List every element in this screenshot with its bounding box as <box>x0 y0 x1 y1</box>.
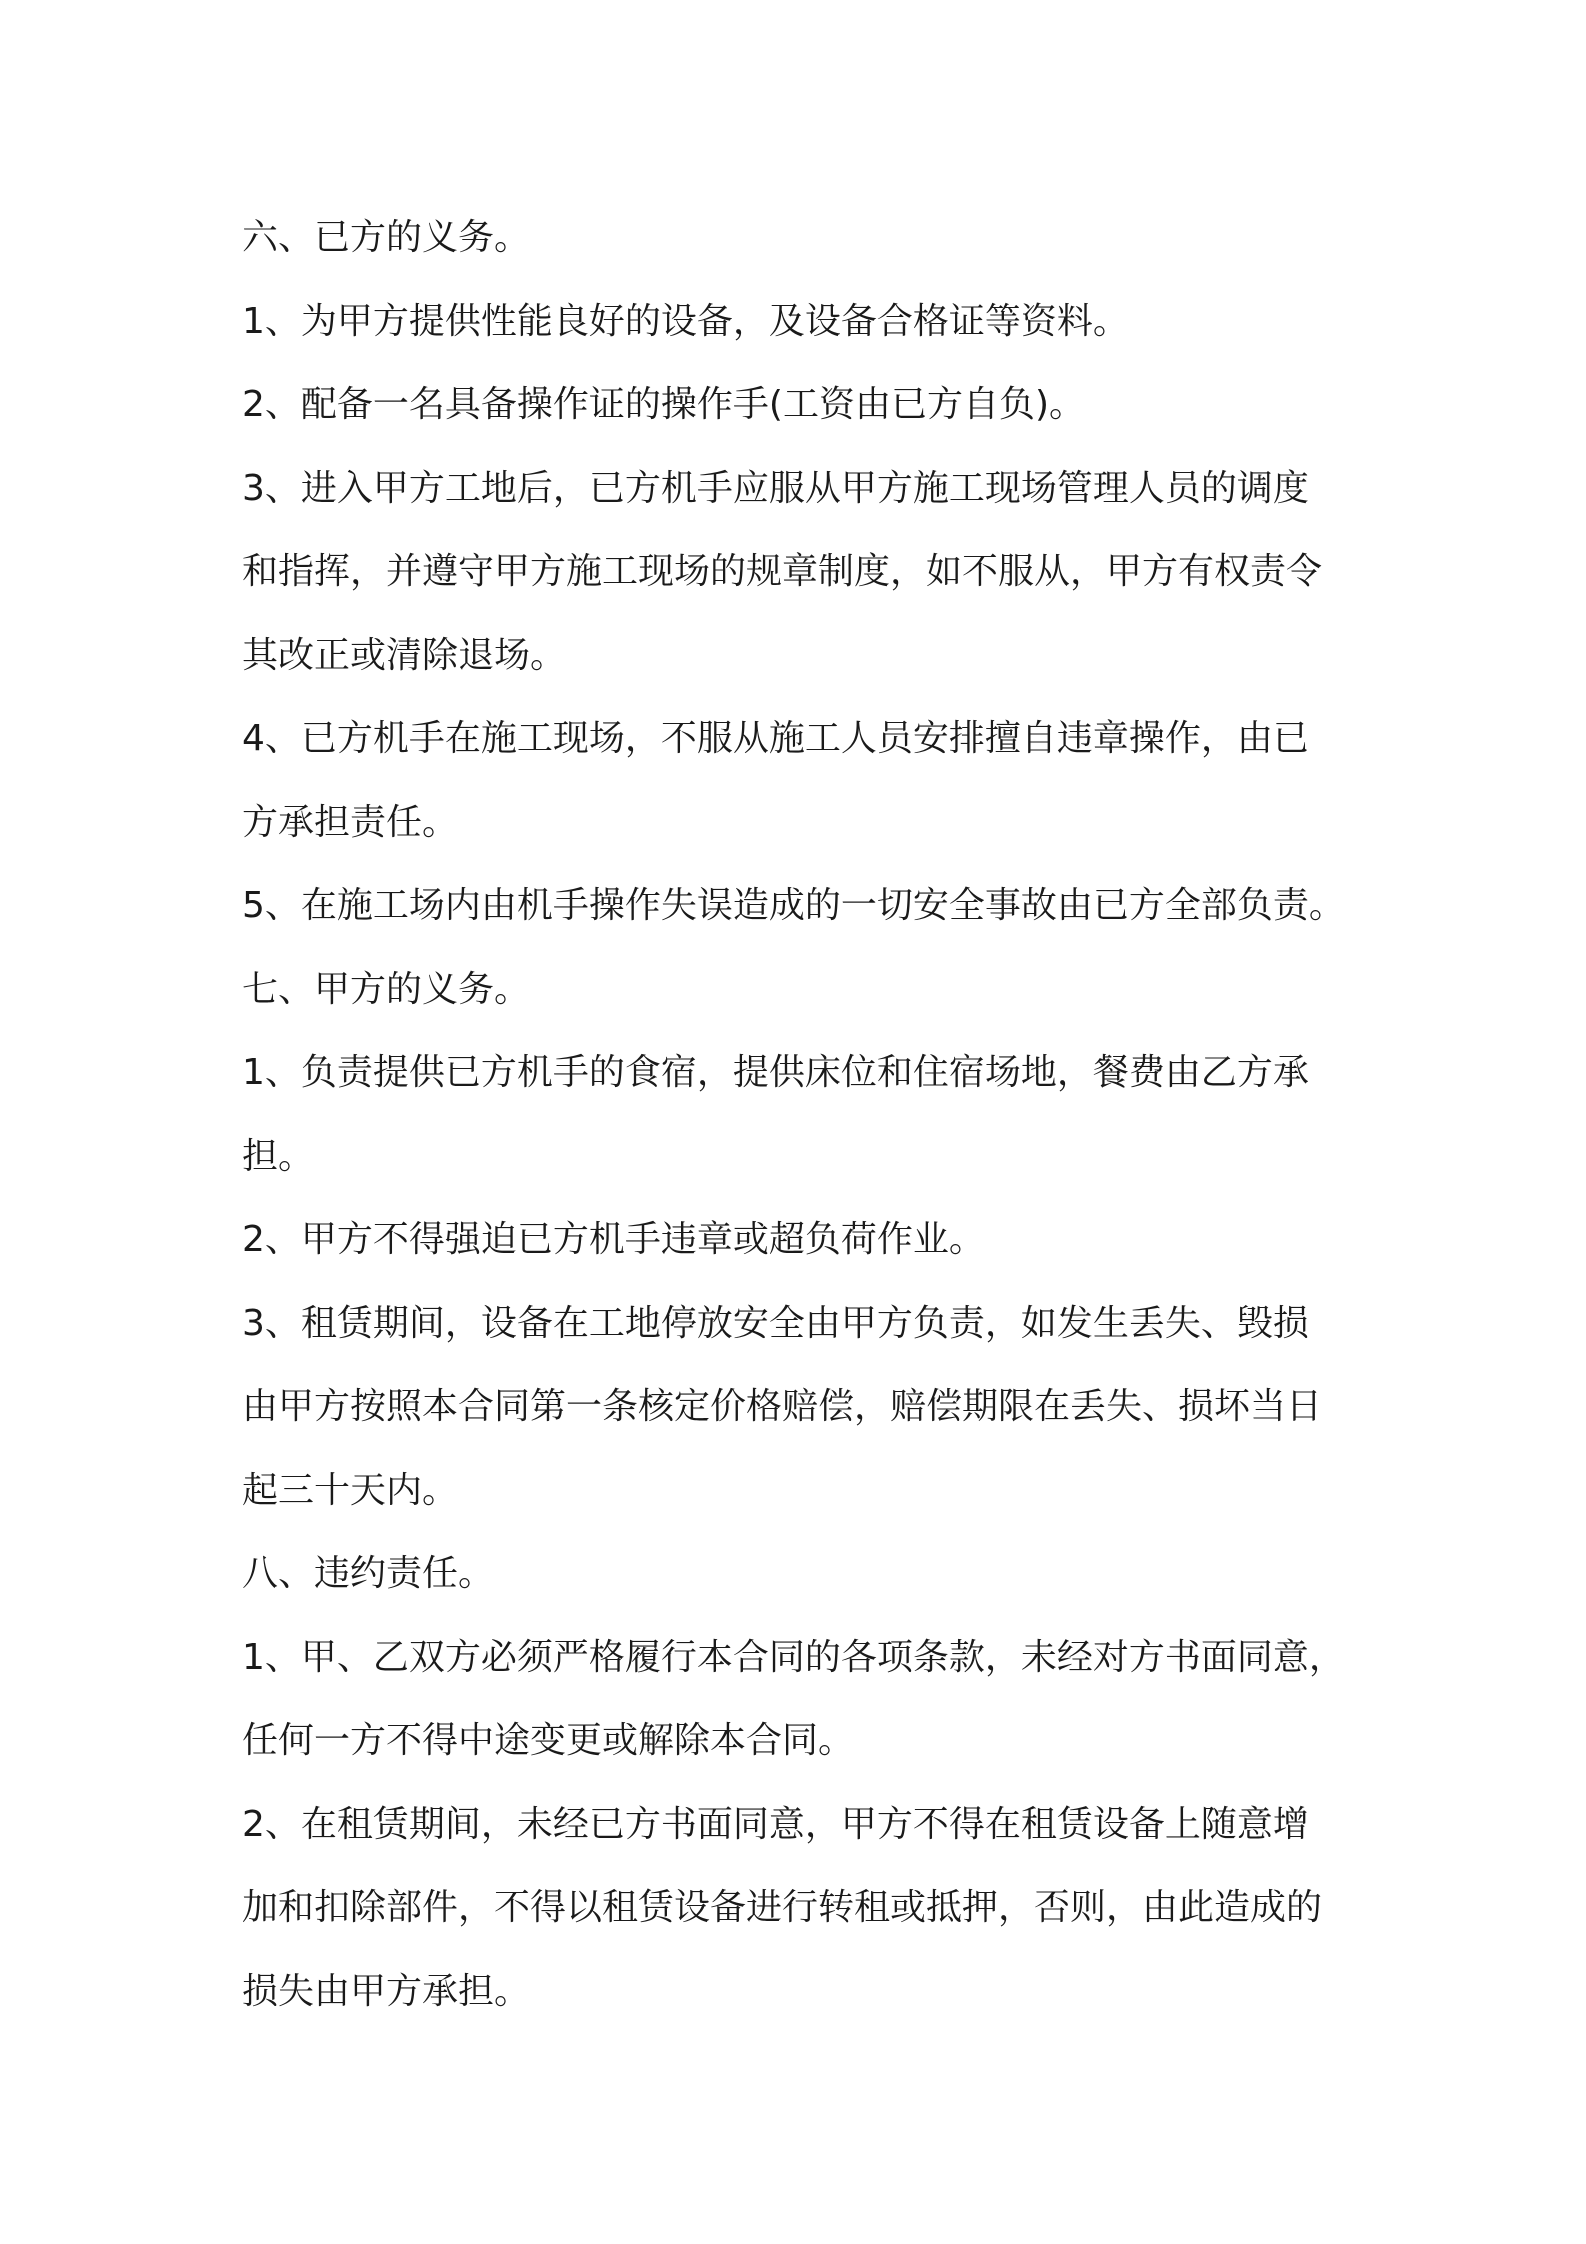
clause-b4-line-1: 4、已方机手在施工现场，不服从施工人员安排擅自违章操作，由已 <box>242 718 1309 759</box>
clause-l2-line-2: 加和扣除部件，不得以租赁设备进行转租或抵押，否则，由此造成的 <box>242 1887 1323 1928</box>
document-body <box>242 196 1372 2033</box>
section-heading-party-a-obligations: 七、甲方的义务。 <box>242 968 531 1010</box>
section-heading-party-b-obligations: 六、已方的义务。 <box>242 217 531 258</box>
clause-l2-line-1: 2、在租赁期间，未经已方书面同意，甲方不得在租赁设备上随意增 <box>242 1803 1309 1845</box>
clause-a3-line-3: 起三十天内。 <box>242 1469 459 1511</box>
clause-b3-line-3: 其改正或清除退场。 <box>242 634 567 676</box>
clause-b3-line-1: 3、进入甲方工地后，已方机手应服从甲方施工现场管理人员的调度 <box>242 467 1309 509</box>
clause-a1-line-2: 担。 <box>242 1135 315 1177</box>
clause-a3-line-1: 3、租赁期间，设备在工地停放安全由甲方负责，如发生丢失、毁损 <box>242 1302 1309 1344</box>
section-heading-liability: 八、违约责任。 <box>242 1553 495 1594</box>
clause-a2: 2、甲方不得强迫已方机手违章或超负荷作业。 <box>242 1219 985 1260</box>
clause-l2-line-3: 损失由甲方承担。 <box>242 1970 531 2012</box>
clause-l1-line-1: 1、甲、乙双方必须严格履行本合同的各项条款，未经对方书面同意， <box>242 1636 1345 1678</box>
clause-a1-line-1: 1、负责提供已方机手的食宿，提供床位和住宿场地，餐费由乙方承 <box>242 1052 1309 1093</box>
clause-b5: 5、在施工场内由机手操作失误造成的一切安全事故由已方全部负责。 <box>242 885 1345 926</box>
clause-b3-line-2: 和指挥，并遵守甲方施工现场的规章制度，如不服从，甲方有权责令 <box>242 551 1323 592</box>
clause-a3-line-2: 由甲方按照本合同第一条核定价格赔偿，赔偿期限在丢失、损坏当日 <box>242 1386 1323 1427</box>
clause-b2: 2、配备一名具备操作证的操作手(工资由已方自负)。 <box>242 384 1085 425</box>
clause-b1: 1、为甲方提供性能良好的设备，及设备合格证等资料。 <box>242 300 1129 342</box>
clause-l1-line-2: 任何一方不得中途变更或解除本合同。 <box>242 1720 855 1761</box>
clause-b4-line-2: 方承担责任。 <box>242 801 459 843</box>
